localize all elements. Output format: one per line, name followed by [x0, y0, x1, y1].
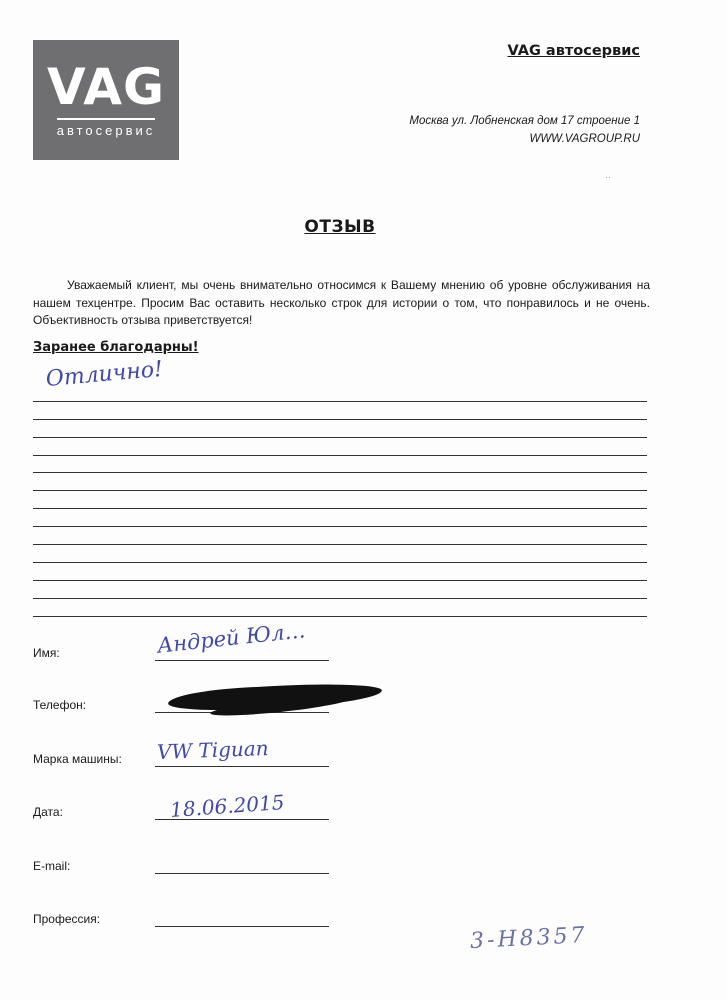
comment-line[interactable] [33, 420, 647, 438]
profession-field[interactable] [155, 926, 329, 927]
email-label: E-mail: [33, 859, 71, 873]
intro-paragraph [33, 277, 650, 330]
comment-line[interactable] [33, 599, 647, 617]
comment-handwriting: Отлично! [44, 356, 164, 392]
company-name: VAG автосервис [507, 43, 640, 59]
logo-main-text: VAG [46, 58, 166, 116]
comment-line[interactable] [33, 456, 647, 474]
name-label: Имя: [33, 646, 60, 660]
comment-line[interactable] [33, 402, 647, 420]
comment-line[interactable] [33, 356, 647, 402]
phone-label: Телефон: [33, 698, 87, 712]
company-logo [33, 40, 179, 160]
email-field[interactable] [155, 873, 329, 874]
comment-line[interactable] [33, 563, 647, 581]
comment-line[interactable] [33, 527, 647, 545]
comment-line[interactable] [33, 473, 647, 491]
comment-line[interactable] [33, 509, 647, 527]
date-handwriting: 18.06.2015 [169, 790, 286, 822]
name-handwriting: Андрей Юл… [156, 618, 307, 658]
comment-lines [33, 356, 647, 617]
document-title: ОТЗЫВ [304, 217, 376, 237]
car-handwriting: VW Tiguan [156, 736, 269, 764]
thanks-heading: Заранее благодарны! [33, 340, 199, 355]
scan-speck: ·· [605, 172, 611, 182]
logo-sub-text: автосервис [57, 118, 156, 138]
company-address [360, 112, 640, 148]
address-line: Москва ул. Лобненская дом 17 строение 1 [409, 115, 640, 127]
intro-text: Уважаемый клиент, мы очень внимательно относимся к Вашему мнению об уровне обслуживания на нашем техцентре. Просим Вас оставить несколько строк для истории о том, что понравилось и не очень. Объективность отзыва приветствуется! [33, 278, 650, 327]
reference-number: 3-Н8357 [469, 922, 589, 955]
website-link[interactable]: WWW.VAGROUP.RU [529, 133, 640, 145]
comment-line[interactable] [33, 581, 647, 599]
comment-line[interactable] [33, 545, 647, 563]
car-label: Марка машины: [33, 752, 122, 766]
name-field[interactable] [155, 660, 329, 661]
car-field[interactable] [155, 766, 329, 767]
comment-line[interactable] [33, 438, 647, 456]
profession-label: Профессия: [33, 912, 101, 926]
date-label: Дата: [33, 805, 63, 819]
comment-line[interactable] [33, 491, 647, 509]
